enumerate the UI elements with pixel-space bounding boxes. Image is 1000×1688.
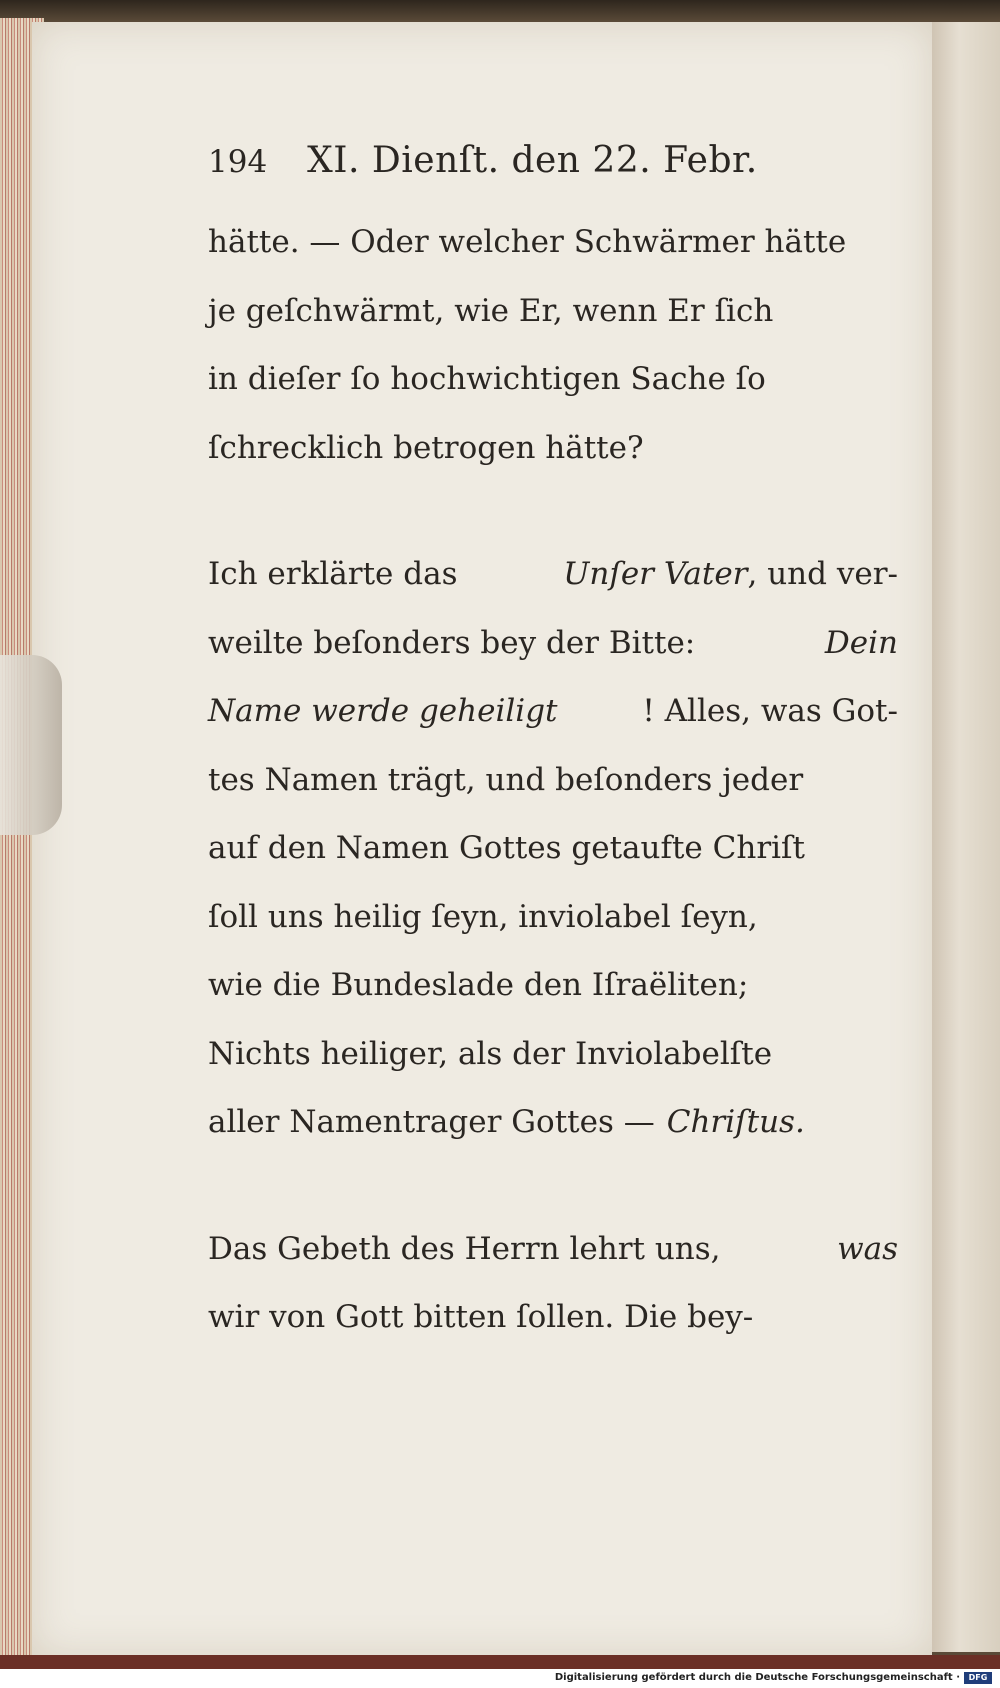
text-span: , und ver- (747, 556, 898, 592)
italic-span: Dein (824, 624, 898, 661)
text-line (208, 277, 898, 346)
text-span: ſoll uns heilig ſeyn, inviolabel ſeyn, (208, 898, 758, 935)
text-span: je geſchwärmt, wie Er, wenn Er ſich (208, 292, 774, 329)
page-clip (0, 655, 62, 835)
paragraph-1 (208, 208, 898, 482)
book-cover-edge (0, 1655, 1000, 1669)
adjacent-page-edge (932, 22, 1000, 1652)
text-span: Ich erklärte das (208, 556, 458, 592)
text-line (208, 609, 898, 678)
text-line (208, 746, 898, 815)
text-span: ! Alles, was Got- (642, 693, 898, 729)
top-shadow (0, 0, 1000, 22)
running-head: XI. Dienſt. den 22. Febr. (307, 140, 758, 181)
text-line (208, 1088, 898, 1157)
text-span: weilte beſonders bey der Bitte: (208, 624, 696, 661)
dfg-logo: DFG (964, 1672, 992, 1684)
text-span: wie die Bundeslade den Iſraëliten; (208, 967, 749, 1003)
italic-span: Unſer Vater (563, 556, 748, 592)
italic-span: Name werde geheiligt (208, 693, 558, 729)
text-span: hätte. — Oder welcher Schwärmer hätte (208, 224, 847, 260)
text-span: Das Gebeth des Herrn lehrt uns, (208, 1230, 721, 1267)
paragraph-3 (208, 1215, 898, 1352)
text-line (208, 1215, 898, 1284)
digitization-footer (0, 1669, 1000, 1688)
text-line (208, 345, 898, 414)
text-line (208, 540, 898, 609)
text-line (208, 951, 898, 1020)
text-span: ſchrecklich betrogen hätte? (208, 429, 644, 466)
text-line (208, 1020, 898, 1089)
text-line (208, 883, 898, 952)
text-span: in dieſer ſo hochwichtigen Sache ſo (208, 361, 766, 397)
paragraph-gap (208, 482, 898, 540)
paragraph-gap (208, 1157, 898, 1215)
italic-span: Chriſtus. (666, 1104, 805, 1140)
page-text (208, 140, 898, 1352)
text-line (208, 1283, 898, 1352)
italic-span: was (837, 1230, 898, 1267)
text-span: aller Namentrager Gottes — (208, 1104, 655, 1140)
text-line (208, 677, 898, 746)
paragraph-2 (208, 540, 898, 1157)
funding-credit: Digitalisierung gefördert durch die Deutsche Forschungsgemeinschaft · (554, 1672, 960, 1683)
page-number: 194 (208, 144, 268, 180)
text-line (208, 414, 898, 483)
text-line (208, 208, 898, 277)
text-span: auf den Namen Gottes getaufte Chriſt (208, 830, 805, 866)
text-span: wir von Gott bitten ſollen. Die bey- (208, 1299, 754, 1335)
text-span: Nichts heiliger, als der Inviolabelſte (208, 1035, 773, 1072)
page-header (208, 140, 898, 188)
text-line (208, 814, 898, 883)
text-span: tes Namen trägt, und beſonders jeder (208, 761, 804, 798)
